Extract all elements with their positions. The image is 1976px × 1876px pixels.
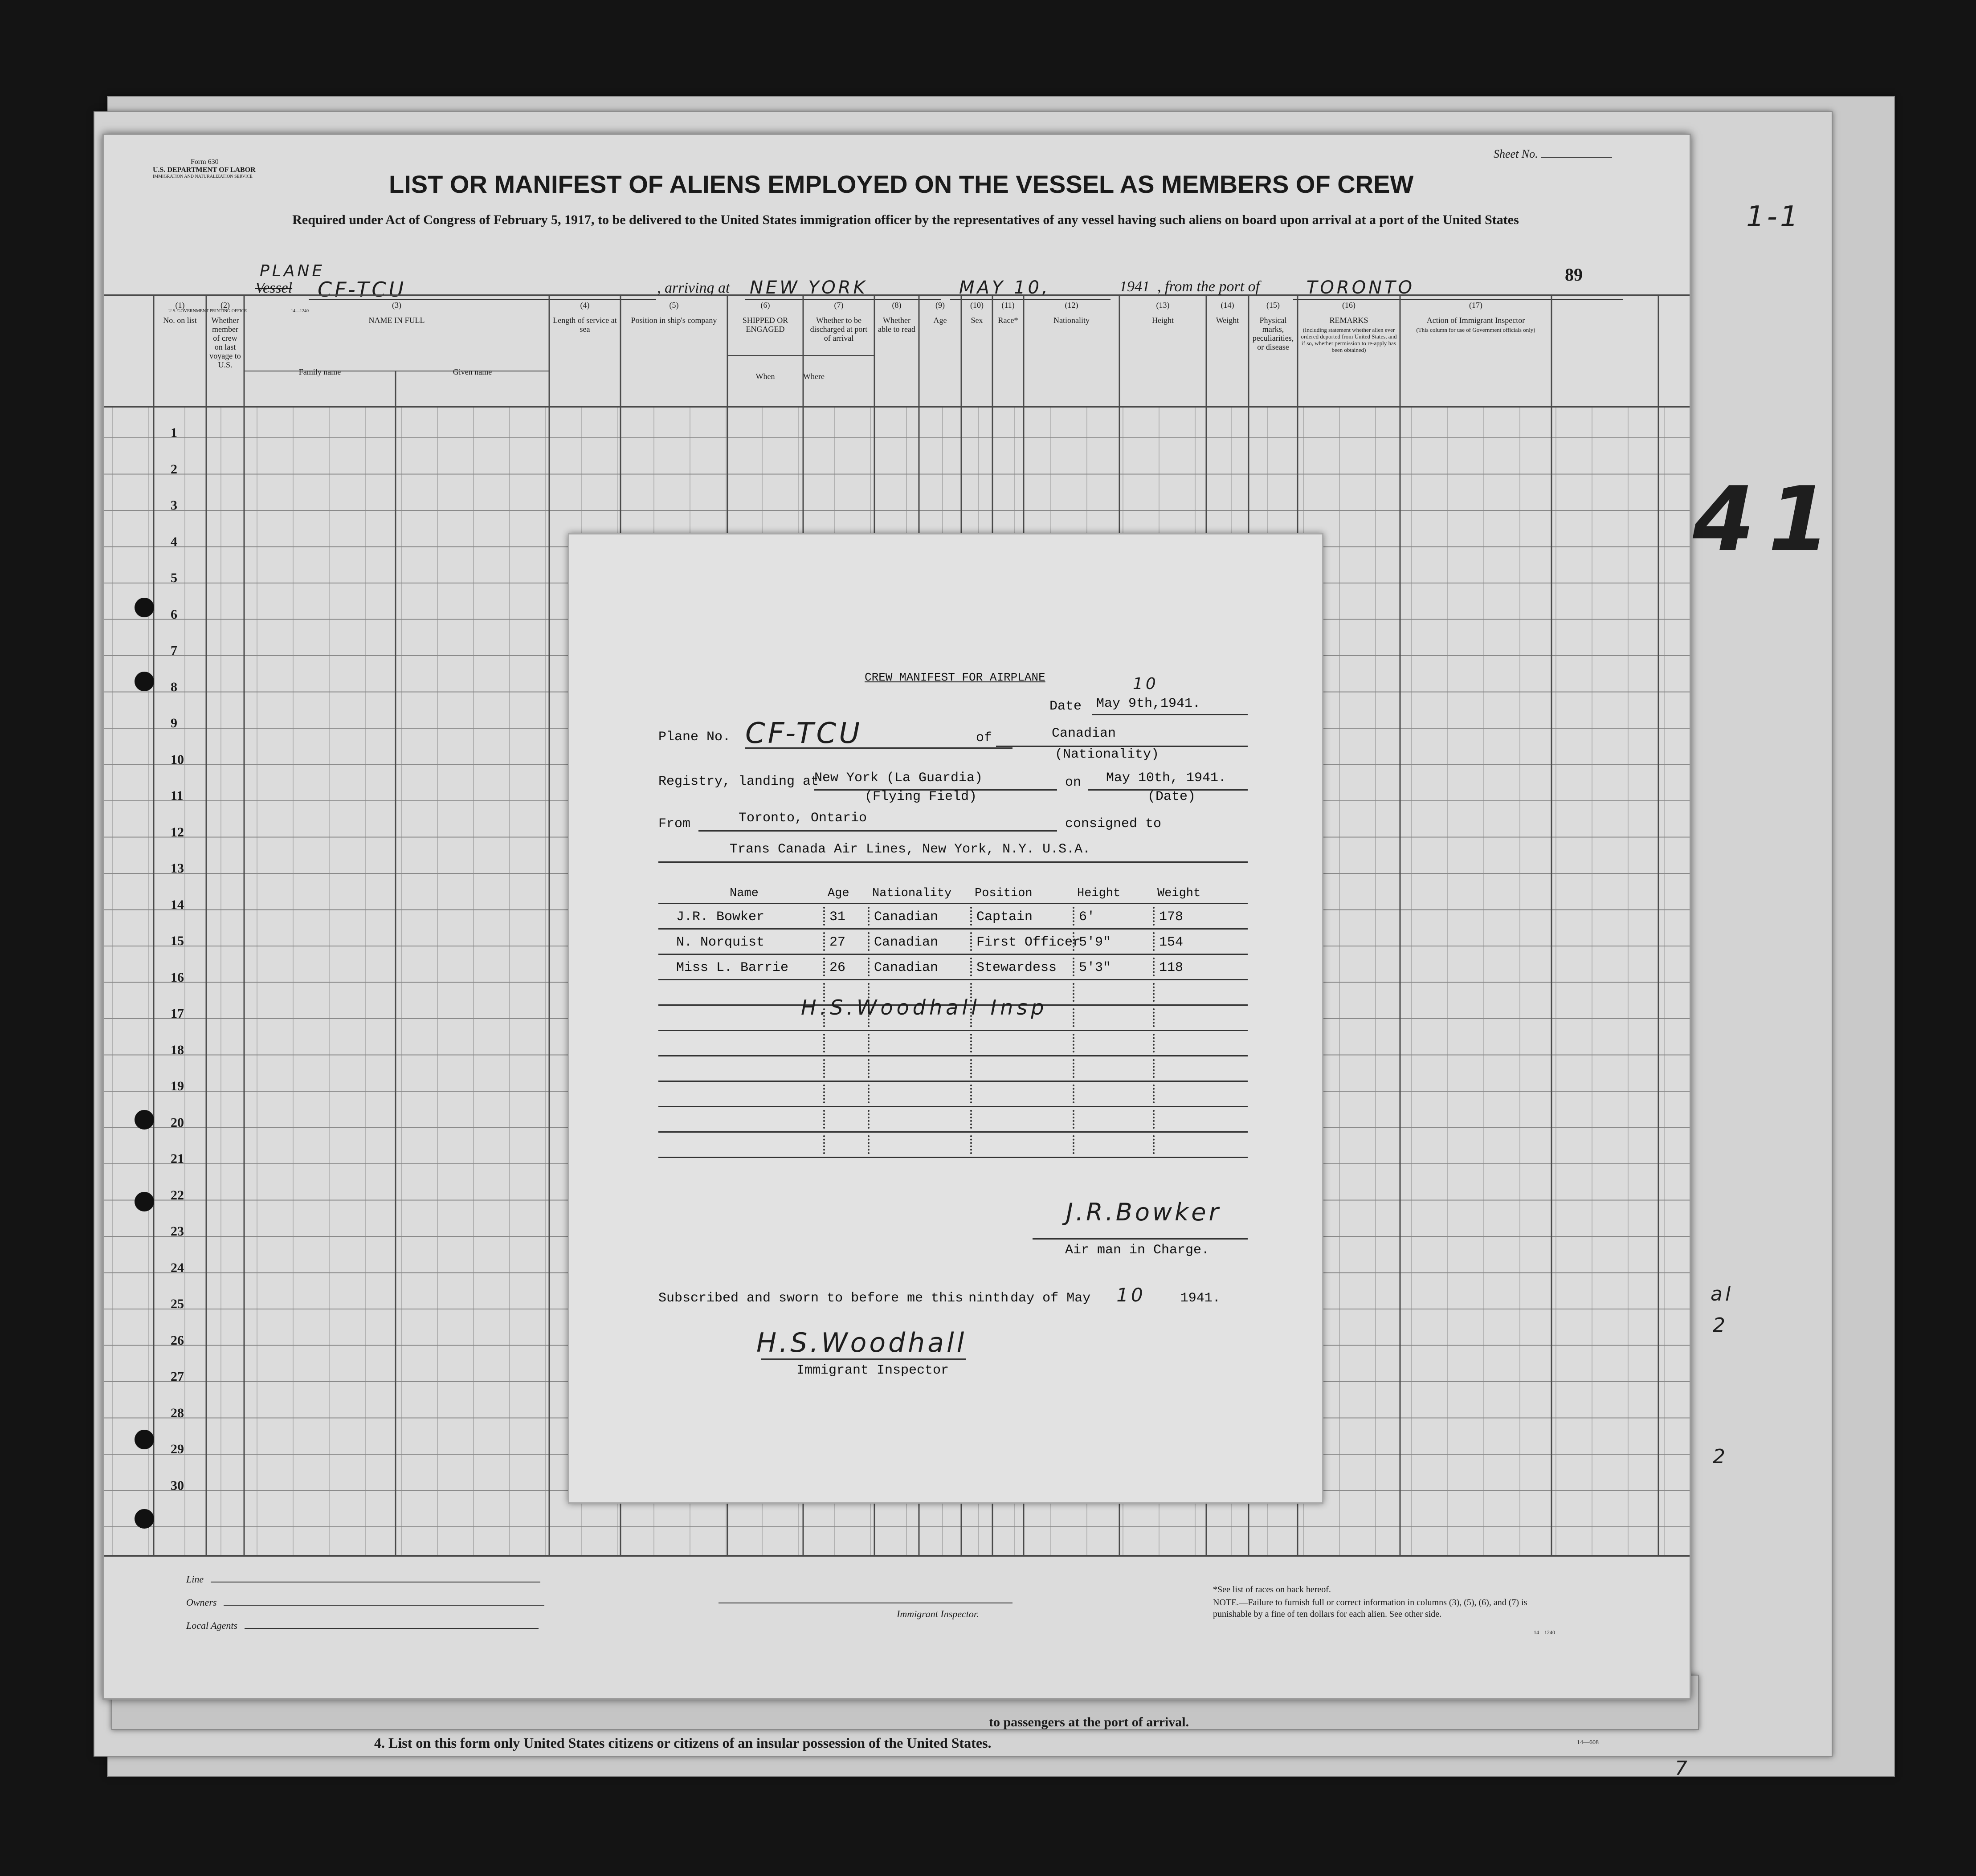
arriving-port: NEW YORK <box>750 277 868 298</box>
column-header <box>1206 301 1249 325</box>
dotted-separator <box>823 907 825 926</box>
column-number: (4) <box>580 301 590 310</box>
column-sublabel: Family name <box>298 367 341 376</box>
sworn-statement <box>658 1284 1221 1306</box>
crew-header-cell: Age <box>828 887 849 900</box>
column-label: Length of service at sea <box>553 316 617 334</box>
plane-value: CF-TCU <box>745 717 863 750</box>
on-label: on <box>1065 775 1082 790</box>
crew-row <box>658 1107 1248 1133</box>
dotted-separator <box>1153 907 1155 926</box>
dotted-separator <box>1153 1085 1155 1103</box>
column-label: Physical marks, peculiarities, or disease <box>1252 316 1294 351</box>
row-number: 19 <box>171 1079 184 1093</box>
column-header <box>919 301 961 325</box>
column-sublabel: When <box>755 372 775 381</box>
corner-number: 7 <box>1675 1757 1690 1780</box>
column-number: (1) <box>175 301 185 310</box>
dotted-separator <box>1073 1135 1074 1154</box>
row-number: 8 <box>171 679 177 694</box>
row-number: 2 <box>171 461 177 477</box>
row-number: 18 <box>171 1042 184 1057</box>
dotted-separator <box>823 1135 825 1154</box>
column-number: (10) <box>970 301 984 310</box>
dotted-separator <box>1153 932 1155 951</box>
dotted-separator <box>1153 958 1155 976</box>
dotted-separator <box>970 1110 972 1129</box>
column-number: (2) <box>220 301 230 310</box>
landing-value: New York (La Guardia) <box>814 771 983 786</box>
crew-row <box>658 1031 1248 1056</box>
plane-field <box>745 717 1012 749</box>
date-caption: (Date) <box>1147 789 1196 804</box>
page-number: 89 <box>1565 265 1583 285</box>
inspector-caption: Immigrant Inspector <box>796 1363 949 1378</box>
crew-cell-age: 26 <box>829 960 846 975</box>
row-number: 23 <box>171 1224 184 1239</box>
column-header <box>961 301 992 325</box>
column-label: Nationality <box>1053 316 1090 325</box>
column-header <box>154 301 206 325</box>
dotted-separator <box>823 932 825 951</box>
dotted-separator <box>1073 1110 1074 1129</box>
column-header <box>803 301 874 343</box>
row-number: 21 <box>171 1151 184 1166</box>
dotted-separator <box>1153 1135 1155 1154</box>
column-sublabel: Given name <box>453 367 492 376</box>
punch-hole <box>135 1192 154 1211</box>
crew-cell-height: 5'9" <box>1079 935 1111 950</box>
column-header <box>874 301 919 334</box>
consigned-value: Trans Canada Air Lines, New York, N.Y. U.S.A. <box>730 842 1091 857</box>
column-number: (9) <box>935 301 945 310</box>
dotted-separator <box>970 958 972 976</box>
sworn-hand: 10 <box>1116 1284 1146 1306</box>
landing-field <box>814 771 1057 791</box>
crew-row <box>658 904 1248 930</box>
crew-row <box>658 1133 1248 1158</box>
crew-cell-height: 6' <box>1079 909 1095 925</box>
crew-cell-weight: 154 <box>1159 935 1184 950</box>
row-number: 7 <box>171 643 177 658</box>
dotted-separator <box>970 1135 972 1154</box>
row-number: 27 <box>171 1369 184 1384</box>
dotted-separator <box>1153 983 1155 1002</box>
agents-label-text: Local Agents <box>186 1620 238 1631</box>
arrival-date: MAY 10, <box>959 277 1050 298</box>
column-label: Whether member of crew on last voyage to U.S. <box>209 316 241 369</box>
dotted-separator <box>868 1110 870 1129</box>
dotted-separator <box>1073 983 1074 1002</box>
crew-header-cell: Weight <box>1157 887 1201 900</box>
dotted-separator <box>868 907 870 926</box>
airman-signature: J.R.Bowker <box>1066 1198 1221 1226</box>
dotted-separator <box>1153 1059 1155 1078</box>
right-number-41: 41 <box>1693 468 1844 571</box>
column-label: Sex <box>971 316 983 325</box>
vessel-name: CF-TCU <box>318 277 407 302</box>
column-header <box>1400 301 1551 333</box>
row-number: 20 <box>171 1115 184 1130</box>
column-number: (6) <box>760 301 770 310</box>
date-value: May 9th,1941. <box>1096 696 1201 711</box>
column-label: Race* <box>998 316 1018 325</box>
column-number: (14) <box>1221 301 1234 310</box>
row-number: 26 <box>171 1333 184 1348</box>
punch-hole <box>135 1110 154 1130</box>
row-number: 14 <box>171 897 184 912</box>
dotted-separator <box>823 1110 825 1129</box>
crew-cell-name: Miss L. Barrie <box>676 960 789 975</box>
dotted-separator <box>970 907 972 926</box>
column-number: (13) <box>1156 301 1170 310</box>
column-header: (6) SHIPPED OR ENGAGED When Where <box>727 301 803 334</box>
dotted-separator <box>970 1059 972 1078</box>
column-header <box>621 301 727 325</box>
dotted-separator <box>868 1135 870 1154</box>
form-number: Form 630 <box>191 158 219 166</box>
dotted-separator <box>1073 1008 1074 1027</box>
airman-caption: Air man in Charge. <box>1065 1243 1210 1258</box>
punch-hole <box>135 598 154 617</box>
footer-race-note: *See list of races on back hereof. <box>1213 1585 1331 1595</box>
column-sublabel: (This column for use of Government officials only) <box>1416 326 1535 333</box>
owners-label-text: Owners <box>186 1597 217 1608</box>
column-header <box>206 301 244 369</box>
nationality-caption: (Nationality) <box>1055 747 1159 762</box>
row-number: 1 <box>171 425 177 440</box>
on-date-field <box>1088 771 1248 791</box>
from-label: From <box>658 816 691 832</box>
sworn-prefix: Subscribed and sworn to before me this <box>658 1291 964 1306</box>
column-header <box>1024 301 1119 325</box>
of-label: of <box>976 730 992 746</box>
crew-header-cell: Name <box>730 887 759 900</box>
column-number: (8) <box>892 301 902 310</box>
row-number: 6 <box>171 607 177 622</box>
column-label: Whether to be discharged at port of arrival <box>810 316 868 343</box>
row-number: 9 <box>171 716 177 730</box>
registry-label: Registry, landing at <box>658 774 819 789</box>
row-number: 22 <box>171 1187 184 1203</box>
dotted-separator <box>868 932 870 951</box>
row-number: 25 <box>171 1297 184 1311</box>
column-label: Weight <box>1216 316 1239 325</box>
crew-row <box>658 1082 1248 1107</box>
column-label: NAME IN FULL <box>368 316 425 325</box>
crew-row <box>658 955 1248 980</box>
crew-table-header <box>658 884 1248 904</box>
row-number: 11 <box>171 788 184 803</box>
crew-cell-position: Captain <box>976 909 1033 925</box>
from-value: Toronto, Ontario <box>739 811 867 826</box>
inspector-scrawl: H.S.Woodhall Insp <box>801 995 1048 1020</box>
column-number: (15) <box>1266 301 1280 310</box>
column-label: Action of Immigrant Inspector <box>1426 316 1525 325</box>
row-number: 16 <box>171 970 184 985</box>
punch-hole <box>135 672 154 691</box>
sworn-year: 1941. <box>1180 1291 1221 1306</box>
column-number: (16) <box>1342 301 1355 310</box>
footer-note: NOTE.—Failure to furnish full or correct information in columns (3), (5), (6), and (7) is punishable by a fine of ten dollars for each alien. See other side. <box>1213 1598 1527 1619</box>
plane-label: Plane No. <box>658 730 731 745</box>
crew-cell-nationality: Canadian <box>874 960 939 975</box>
margin-note: 1-1 <box>1746 200 1801 233</box>
arrival-year: 1941 <box>1119 278 1150 295</box>
arriving-label: , arriving at <box>657 280 730 296</box>
printing-office: U.S. GOVERNMENT PRINTING OFFICE <box>168 309 247 314</box>
dotted-separator <box>970 1085 972 1103</box>
from-port: TORONTO <box>1306 277 1415 298</box>
footer-inspector-label: Immigrant Inspector. <box>897 1608 979 1619</box>
nationality-value: Canadian <box>1052 726 1116 741</box>
column-label: REMARKS <box>1329 316 1368 325</box>
from-field <box>698 811 1057 832</box>
service-label: IMMIGRATION AND NATURALIZATION SERVICE <box>153 174 253 179</box>
column-number: (3) <box>392 301 401 310</box>
side-mark-2: 2 <box>1713 1314 1728 1337</box>
crew-manifest-title: CREW MANIFEST FOR AIRPLANE <box>865 671 1045 684</box>
below-item-4: 4. List on this form only United States citizens or citizens of an insular possession of the United States. <box>374 1735 992 1751</box>
column-label: SHIPPED OR ENGAGED <box>742 316 788 334</box>
below-partial-line: to passengers at the port of arrival. <box>989 1715 1189 1729</box>
column-number: (7) <box>834 301 844 310</box>
crew-row <box>658 1056 1248 1082</box>
row-number: 15 <box>171 934 184 948</box>
crew-row <box>658 930 1248 955</box>
sheet-label-text: Sheet No. <box>1494 147 1538 160</box>
column-header <box>1298 301 1400 353</box>
row-number: 13 <box>171 861 184 876</box>
department-label: U.S. DEPARTMENT OF LABOR <box>153 166 256 174</box>
dotted-separator <box>823 958 825 976</box>
row-number: 24 <box>171 1260 184 1275</box>
dotted-separator <box>1073 1059 1074 1078</box>
dotted-separator <box>823 1085 825 1103</box>
column-number: (12) <box>1065 301 1078 310</box>
dotted-separator <box>1073 1085 1074 1103</box>
column-header <box>1249 301 1298 351</box>
crew-cell-nationality: Canadian <box>874 935 939 950</box>
form-title: LIST OR MANIFEST OF ALIENS EMPLOYED ON THE VESSEL AS MEMBERS OF CREW <box>389 170 1414 198</box>
dotted-separator <box>868 1034 870 1052</box>
row-number: 4 <box>171 534 177 549</box>
punch-hole <box>135 1430 154 1449</box>
punch-hole <box>135 1509 154 1529</box>
row-number: 28 <box>171 1405 184 1420</box>
crew-cell-height: 5'3" <box>1079 960 1111 975</box>
inspector-line <box>761 1358 966 1360</box>
crew-cell-age: 27 <box>829 935 846 950</box>
row-number: 12 <box>171 824 184 840</box>
sworn-day: ninth <box>968 1291 1009 1306</box>
dotted-separator <box>868 958 870 976</box>
sworn-month: May <box>1066 1291 1091 1306</box>
on-date-value: May 10th, 1941. <box>1106 771 1227 786</box>
crew-cell-position: Stewardess <box>976 960 1057 975</box>
below-code: 14—608 <box>1577 1739 1599 1746</box>
footer-agents-label <box>186 1620 539 1631</box>
column-header <box>549 301 621 334</box>
dotted-separator <box>970 932 972 951</box>
side-mark-3: 2 <box>1713 1445 1728 1468</box>
dotted-separator <box>1153 1008 1155 1027</box>
column-label: Whether able to read <box>878 316 915 334</box>
dotted-separator <box>1073 958 1074 976</box>
column-label: No. on list <box>163 316 197 325</box>
column-label: Age <box>933 316 947 325</box>
date-correction: 10 <box>1133 675 1159 693</box>
crew-table <box>658 884 1248 1158</box>
nationality-field <box>996 726 1248 747</box>
dotted-separator <box>868 1059 870 1078</box>
column-number: (17) <box>1469 301 1482 310</box>
consigned-label: consigned to <box>1065 816 1162 832</box>
crew-cell-weight: 178 <box>1159 909 1184 925</box>
column-label: Height <box>1152 316 1174 325</box>
date-label: Date <box>1049 699 1082 714</box>
crew-header-cell: Position <box>975 887 1033 900</box>
column-header <box>992 301 1024 325</box>
crew-cell-position: First Officer <box>976 935 1081 950</box>
footer-owners-label <box>186 1597 544 1608</box>
crew-cell-age: 31 <box>829 909 846 925</box>
printing-code: 14—1240 <box>291 309 309 314</box>
crew-cell-weight: 118 <box>1159 960 1184 975</box>
column-sublabel: (Including statement whether alien ever ordered deported from United States, and if so, whether permission to re-apply has been obtained) <box>1301 326 1397 353</box>
date-field <box>1092 696 1248 715</box>
row-number: 3 <box>171 498 177 513</box>
crew-header-cell: Height <box>1077 887 1121 900</box>
column-number: (5) <box>669 301 679 310</box>
sworn-mid: day of <box>1010 1291 1059 1306</box>
crew-cell-nationality: Canadian <box>874 909 939 925</box>
dotted-separator <box>1073 907 1074 926</box>
row-number: 17 <box>171 1006 184 1021</box>
vessel-label: Vessel <box>255 280 293 296</box>
flying-field-caption: (Flying Field) <box>865 789 977 804</box>
column-header <box>244 301 549 376</box>
line-label-text: Line <box>186 1574 204 1585</box>
row-number: 30 <box>171 1478 184 1493</box>
dotted-separator <box>970 1034 972 1052</box>
dotted-separator <box>1073 1034 1074 1052</box>
dotted-separator <box>823 1034 825 1052</box>
dotted-separator <box>1153 1034 1155 1052</box>
crew-header-cell: Nationality <box>872 887 952 900</box>
airman-line <box>1033 1238 1248 1240</box>
dotted-separator <box>868 1085 870 1103</box>
dotted-separator <box>823 1059 825 1078</box>
from-port-label: , from the port of <box>1157 278 1260 295</box>
crew-manifest-card <box>568 533 1323 1504</box>
column-label: Position in ship's company <box>631 316 717 325</box>
crew-cell-name: N. Norquist <box>676 935 765 950</box>
footer-line-label <box>186 1574 540 1585</box>
row-number: 5 <box>171 571 177 585</box>
column-number: (11) <box>1001 301 1015 310</box>
crew-cell-name: J.R. Bowker <box>676 909 765 925</box>
footer-code: 14—1240 <box>1534 1629 1555 1635</box>
form-subtitle: Required under Act of Congress of February 5, 1917, to be delivered to the United States immigration officer by the representatives of any vessel having such aliens on board upon arrival at a port of the United States <box>292 212 1519 227</box>
plane-handwritten: PLANE <box>260 262 325 280</box>
inspector-signature: H.S.Woodhall <box>756 1327 967 1358</box>
dotted-separator <box>1153 1110 1155 1129</box>
row-number: 10 <box>171 752 184 767</box>
row-number: 29 <box>171 1442 184 1456</box>
side-mark-1: al <box>1711 1283 1734 1305</box>
consigned-field <box>658 842 1248 863</box>
column-header <box>1119 301 1206 325</box>
